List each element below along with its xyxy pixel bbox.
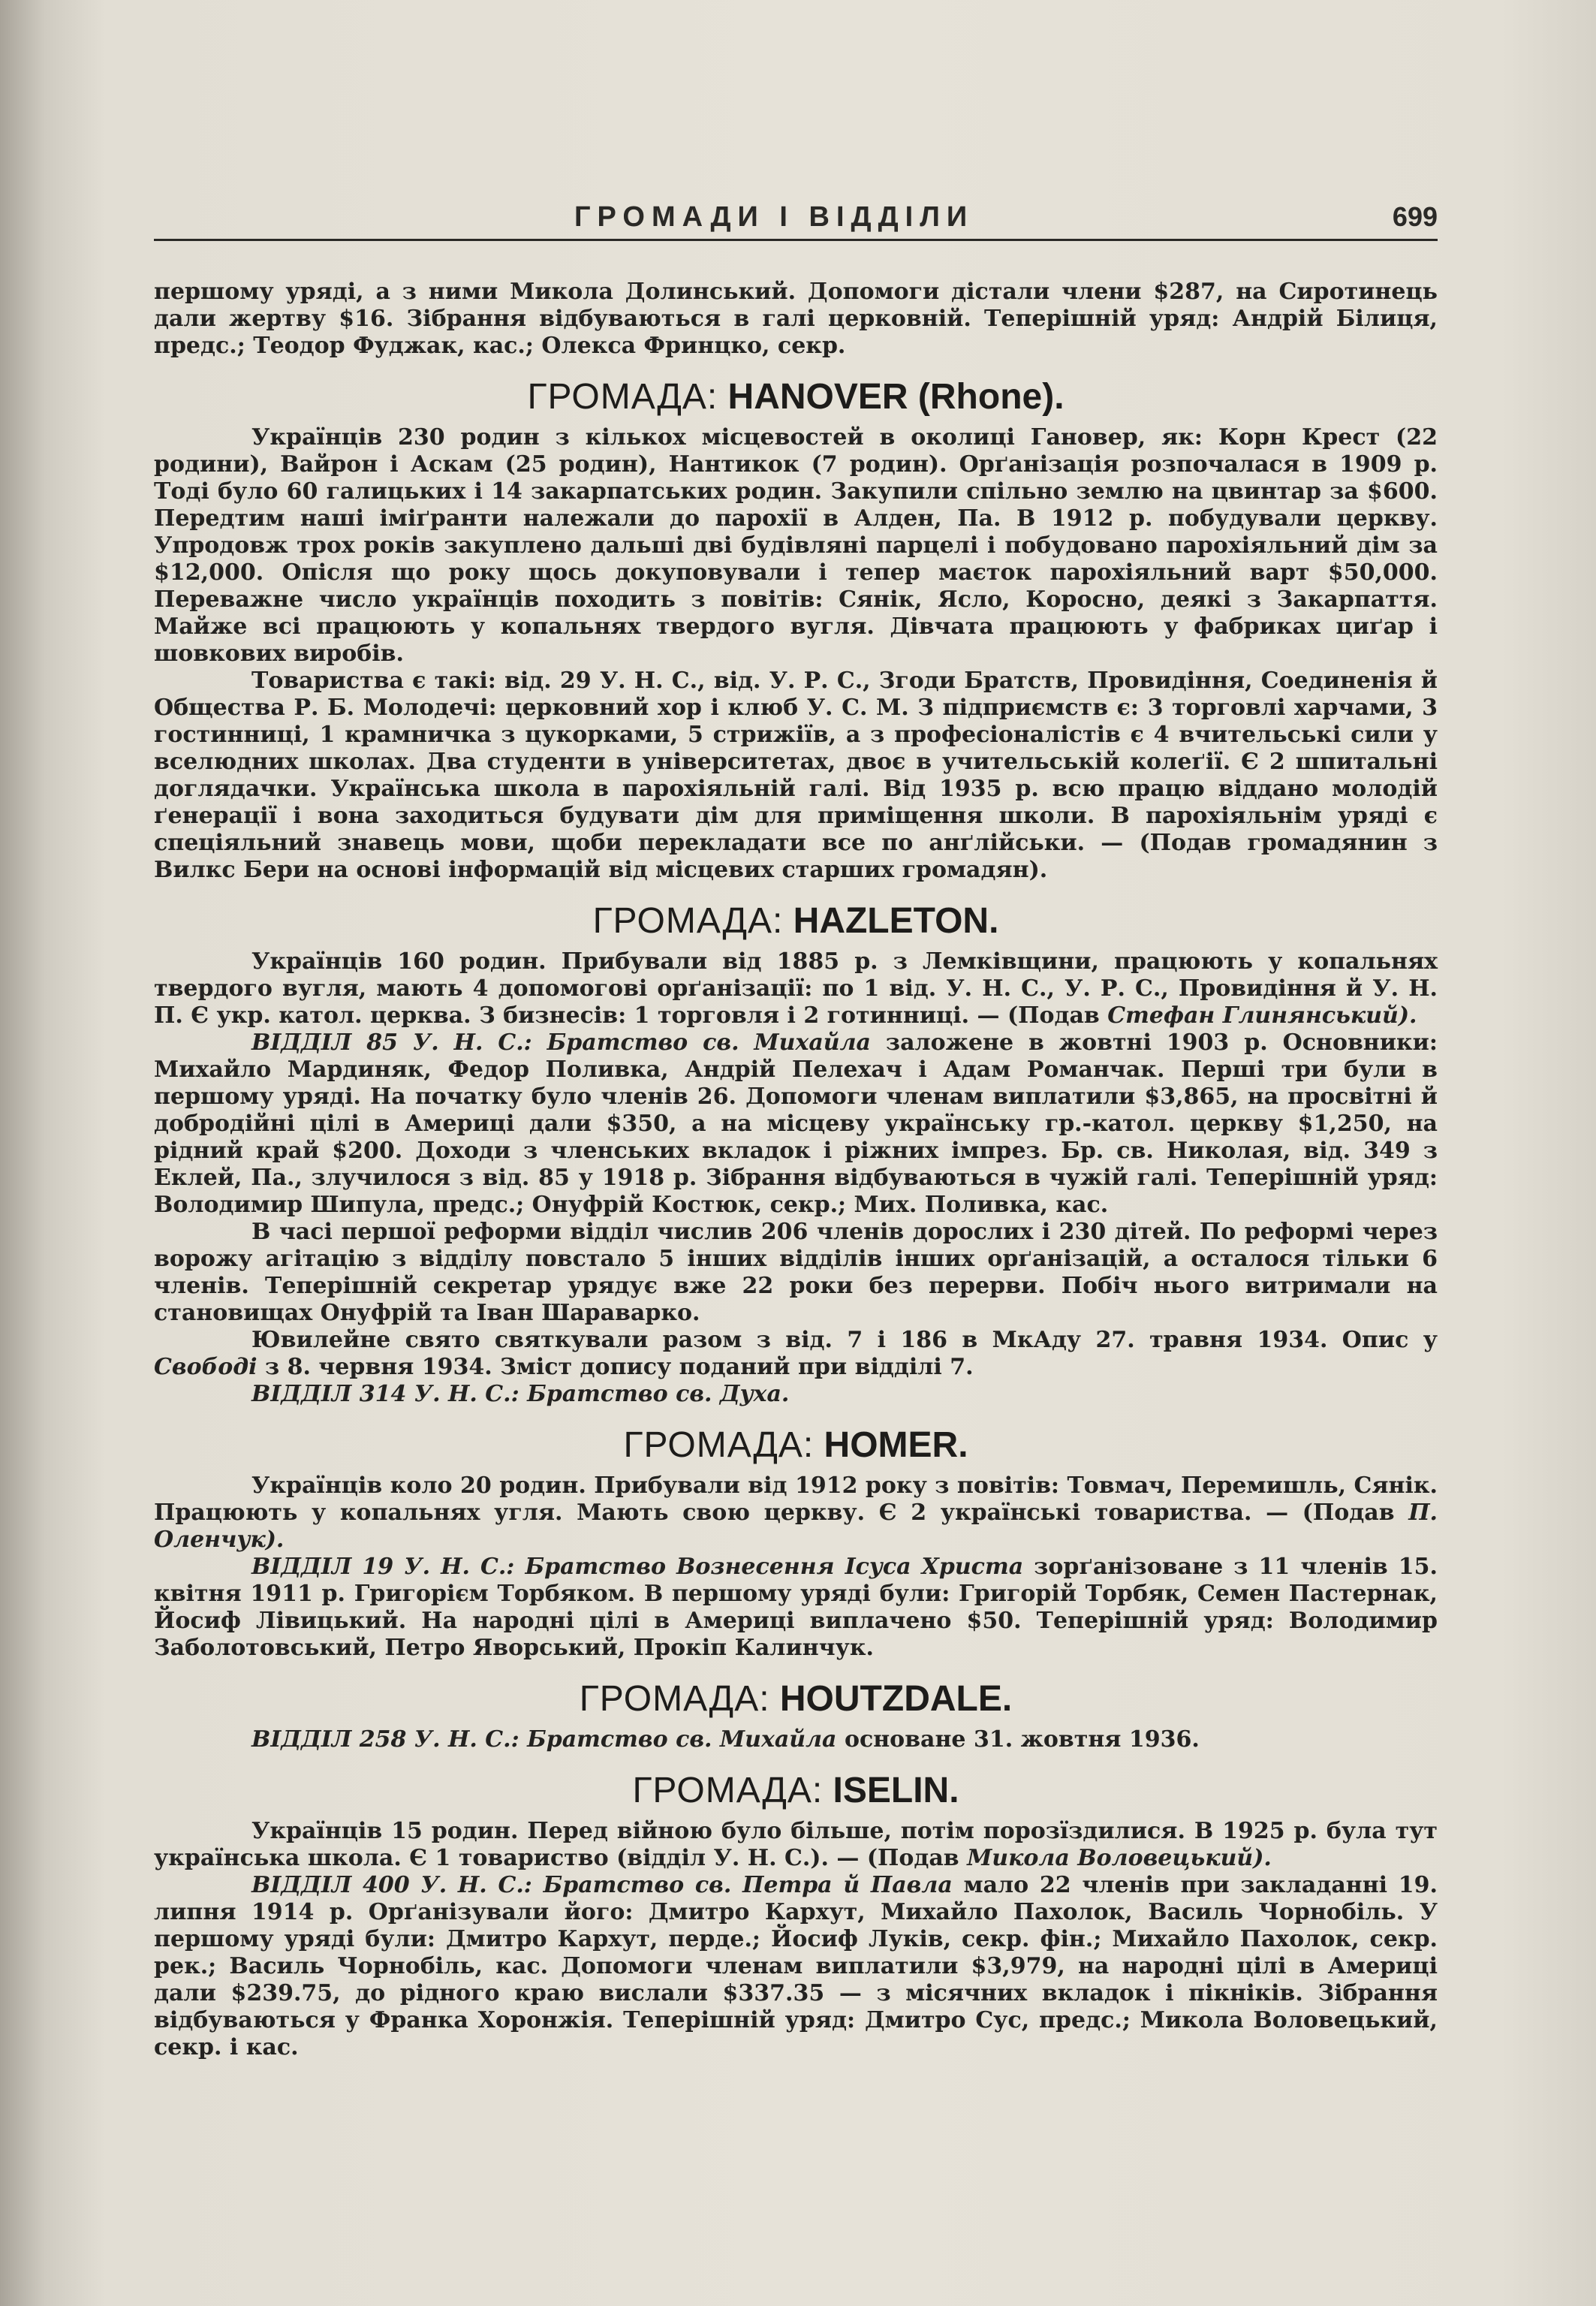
heading-name: HOMER.: [824, 1425, 968, 1465]
intro-paragraph: першому уряді, а з ними Микола Долинський. Допомоги дістали члени $287, на Сиротинець дали жертву $16. Зібрання відбуваються в галі церковній. Теперішній уряд: Андрій Білиця, предс.; Теодор Фуджак, кас.; Олекса Фринцко, секр.: [154, 279, 1438, 359]
text-span: з 8. червня 1934. Зміст допису поданий при відділі 7.: [257, 1354, 974, 1380]
heading-name: HAZLETON.: [793, 901, 999, 941]
heading-prefix: ГРОМАДА:: [592, 901, 784, 941]
hanover-paragraph-1: Українців 230 родин з кількох місцевостей в околиці Гановер, як: Корн Крест (22 родини), Вайрон і Аскам (25 родин), Нантикок (7 родин). Орґанізація розпочалася в 1909 р. Тоді було 60 галицьких і 14 закарпатських родин. Закупили спільно землю на цвинтар за $600. Передтим наші іміґранти належали до парохії в Алден, Па. В 1912 р. побудували церкву. Упродовж трох років закуплено дальші дві будівляні парцелі і побудовано парохіяльний дім за $12,000. Опісля що року щось докуповували і тепер маєток парохіяльний варт $50,000. Переважне число українців походить з повітів: Сянік, Ясло, Коросно, деякі з Закарпаття. Майже всі працюють у копальнях твердого вугля. Дівчата працюють у фабриках циґар і шовкових виробів.: [154, 424, 1438, 667]
hazleton-paragraph-2: [154, 1029, 1438, 1219]
text-span: основане 31. жовтня 1936.: [836, 1726, 1200, 1753]
heading-name: ISELIN.: [833, 1771, 959, 1810]
branch-title: ВІДДІЛ 19 У. Н. С.: Братство Вознесення Ісуса Христа: [251, 1554, 1024, 1580]
source-title: Свободі: [154, 1354, 257, 1380]
heading-name: HOUTZDALE.: [779, 1679, 1013, 1719]
branch-title: ВІДДІЛ 258 У. Н. С.: Братство св. Михайла: [251, 1726, 837, 1753]
heading-prefix: ГРОМАДА:: [579, 1679, 770, 1719]
section-heading-houtzdale: [154, 1678, 1438, 1720]
text-span: Ювилейне свято святкували разом з від. 7 і 186 в МкАду 27. травня 1934. Опис у: [251, 1327, 1438, 1353]
iselin-paragraph-2: [154, 1872, 1438, 2061]
text-span: Українців коло 20 родин. Прибували від 1912 року з повітів: Товмач, Перемишль, Сянік. Працюють у копальнях угля. Мають свою церкву. Є 2 українські товариства. — (Подав: [154, 1473, 1438, 1526]
hazleton-paragraph-1: [154, 948, 1438, 1029]
text-span: заложене в жовтні 1903 р. Основники: Михайло Мардиняк, Федор Поливка, Андрій Пелехач і Адам Романчак. Перші три були в першому уряді. На початку було членів 26. Допомоги членам виплатили $3,865, на просвітні й добродійні цілі в Америці дали $350, а на місцеву українську гр.-катол. церкву $1,250, на рідний край $200. Доходи з членських вкладок і ріжних імпрез. Бр. св. Николая, від. 349 з Еклей, Па., злучилося з від. 85 у 1918 р. Зібрання відбуваються в чужій галі. Теперішній уряд: Володимир Шипула, предс.; Онуфрій Костюк, секр.; Мих. Поливка, кас.: [154, 1029, 1438, 1218]
hazleton-branch-314: [154, 1381, 1438, 1408]
hazleton-paragraph-4: [154, 1327, 1438, 1381]
heading-name: HANOVER (Rhone).: [727, 377, 1065, 417]
text-span: Українців 15 родин. Перед війною було більше, потім порозїздилися. В 1925 р. була тут українська школа. Є 1 товариство (відділ У. Н. С.). — (Подав: [154, 1818, 1438, 1871]
iselin-paragraph-1: [154, 1818, 1438, 1872]
section-heading-hanover: [154, 376, 1438, 418]
author-credit: Микола Воловецький).: [967, 1845, 1272, 1871]
book-page: [154, 195, 1438, 2061]
running-title: ГРОМАДИ І ВІДДІЛИ: [574, 201, 974, 233]
section-heading-homer: [154, 1424, 1438, 1466]
section-heading-iselin: [154, 1770, 1438, 1812]
page-number: 699: [1392, 201, 1438, 232]
text-span: Українців 160 родин. Прибували від 1885 р. з Лемківщини, працюють у копальнях твердого вугля, мають 4 допомогові орґанізації: по 1 від. У. Н. С., У. Р. С., Провидіння й У. Н. П. Є укр. катол. церква. З бизнесів: 1 торговля і 2 готинниці. — (Подав: [154, 948, 1438, 1029]
heading-prefix: ГРОМАДА:: [623, 1425, 815, 1465]
heading-prefix: ГРОМАДА:: [632, 1771, 824, 1810]
branch-title: ВІДДІЛ 400 У. Н. С.: Братство св. Петра й Павла: [251, 1872, 953, 1898]
branch-title: ВІДДІЛ 85 У. Н. С.: Братство св. Михайла: [251, 1029, 871, 1056]
author-credit: Стефан Глинянський).: [1107, 1002, 1417, 1029]
homer-paragraph-1: [154, 1473, 1438, 1554]
hazleton-paragraph-3: В часі першої реформи відділ числив 206 членів дорослих і 230 дітей. По реформі через ворожу агітацію з відділу повстало 5 інших відділів інших орґанізацій, а осталося тільки 6 членів. Теперішній секретар урядує вже 22 роки без перерви. Побіч нього витримали на становищах Онуфрій та Іван Шараварко.: [154, 1219, 1438, 1326]
houtzdale-paragraph-1: [154, 1726, 1438, 1753]
heading-prefix: ГРОМАДА:: [527, 377, 718, 417]
homer-paragraph-2: [154, 1554, 1438, 1662]
section-heading-hazleton: [154, 900, 1438, 942]
author-credit: П. Оленчук).: [154, 1500, 1438, 1553]
hanover-paragraph-2: Товариства є такі: від. 29 У. Н. С., від. У. Р. С., Згоди Братств, Провидіння, Соединенія й Общества Р. Б. Молодечі: церковний хор і клюб У. С. М. З підприємств є: 3 торговлі харчами, 3 гостинниці, 1 крамничка з цукорками, 5 стрижіїв, а з професіоналістів є 4 вчительські сили у вселюдних школах. Два студенти в університетах, двоє в учительській колеґії. Є 2 шпитальні доглядачки. Українська школа в парохіяльній галі. Від 1935 р. всю працю віддано молодій ґенерації і вона заходиться будувати дім для приміщення школи. В парохіяльнім уряді є спеціяльний знавець мови, щоби перекладати все по анґлійськи. — (Подав громадянин з Вилкс Бери на основі інформацій від місцевих старших громадян).: [154, 668, 1438, 883]
branch-title: ВІДДІЛ 314 У. Н. С.: Братство св. Духа.: [251, 1381, 790, 1407]
running-header: [154, 195, 1438, 241]
text-span: зорґанізоване з 11 членів 15. квітня 1911 р. Григорієм Торбяком. В першому уряді були: Григорій Торбяк, Семен Пастернак, Йосиф Лівицький. На народні цілі в Америці виплачено $50. Теперішній уряд: Володимир Заболотовський, Петро Яворський, Прокіп Калинчук.: [154, 1554, 1438, 1661]
text-span: мало 22 членів при закладанні 19. липня 1914 р. Орґанізували його: Дмитро Кархут, Михайло Пахолок, Василь Чорнобіль. У першому уряді були: Дмитро Кархут, перде.; Йосиф Луків, секр. фін.; Михайло Пахолок, секр. рек.; Василь Чорнобіль, кас. Допомоги членам виплатили $3,979, на народні цілі в Америці дали $239.75, до рідного краю вислали $337.35 — з місячних вкладок і пікніків. Зібрання відбуваються у Франка Хоронжія. Теперішній уряд: Дмитро Сус, предс.; Микола Воловецький, секр. і кас.: [154, 1872, 1438, 2060]
